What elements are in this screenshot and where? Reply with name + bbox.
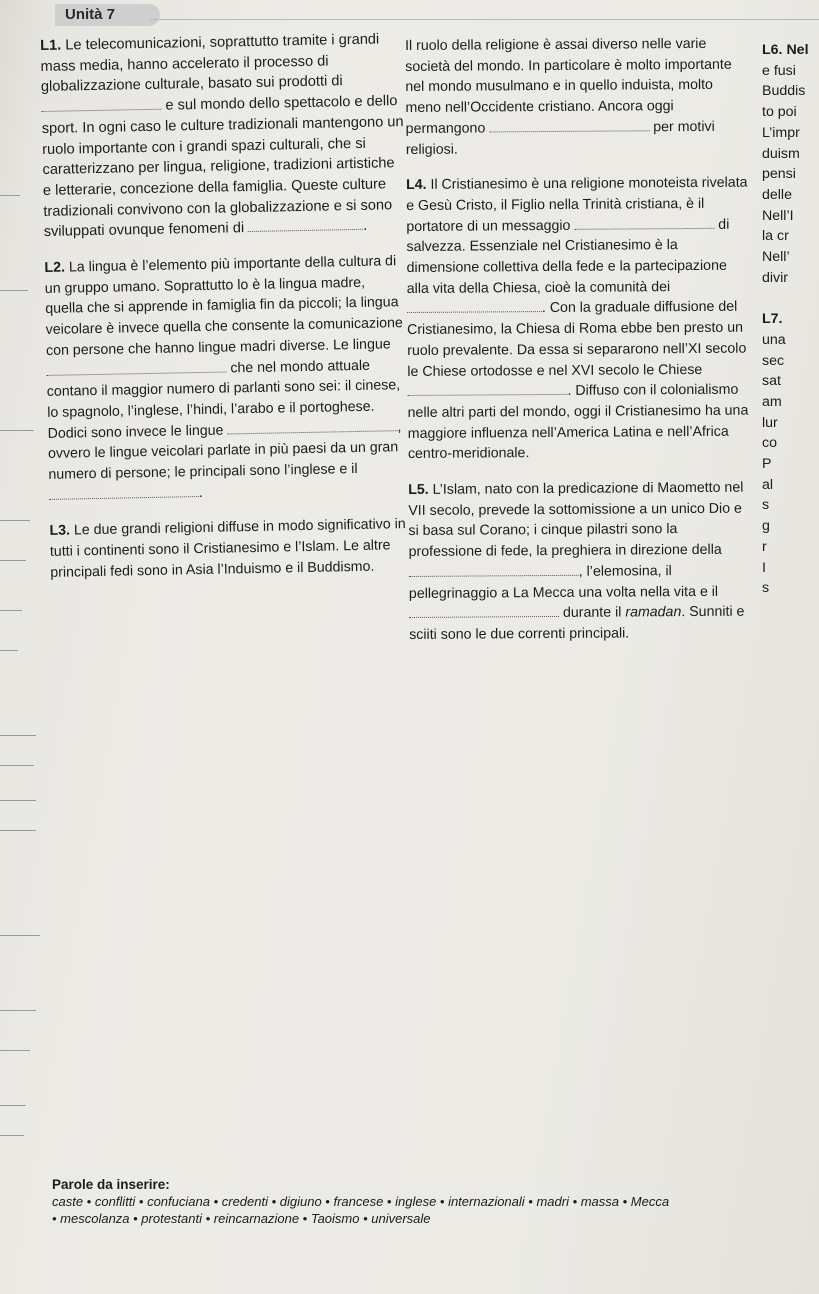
right-column-line: L’impr: [762, 124, 800, 141]
column-middle: [405, 34, 754, 646]
unit-label: Unità 7: [55, 4, 160, 26]
blank-5[interactable]: [49, 483, 199, 500]
label-l1: L1.: [40, 37, 62, 54]
right-column-line: L7.: [762, 311, 783, 328]
l2-text-a: La lingua è l’elemento più importante della cultura di un gruppo umano. Soprattutto lo è la lingua madre, quella che si apprende in famiglia fin da piccoli; la lingua veicolare è invece quella che consente la comunicazione con persone che hanno lingue madri diverse. Le lingue: [44, 253, 404, 359]
l1-text-b: e sul mondo dello spettacolo e dello sport. In ogni caso le culture tradizionali mantengono un ruolo importante con i grandi spazi culturali, che si caratterizzano per lingua, religione, tradizioni artistiche e letterarie, concezione della famiglia. Queste culture tradizionali convivono con la globalizzazione e si sono sviluppati ovunque fenomeni di: [41, 93, 404, 241]
blank-4[interactable]: [227, 417, 397, 434]
l5-text-b: , l’elemosina, il pellegrinaggio a La Mecca una volta nella vita e il: [408, 563, 719, 602]
column-right-cropped: [762, 40, 819, 599]
word-bank: [52, 1162, 812, 1227]
label-l2: L2.: [44, 259, 66, 276]
right-column-line: g: [762, 518, 770, 535]
l5-ramadan: ramadan: [625, 604, 682, 621]
right-column-line: r: [762, 538, 767, 555]
right-column-line: pensi: [762, 166, 796, 183]
right-column-line: Nell’I: [762, 207, 794, 224]
right-column-line: Buddis: [762, 83, 806, 100]
l5-text-c: durante il: [562, 604, 622, 622]
label-l3: L3.: [49, 522, 71, 540]
right-column-line: lur: [762, 414, 778, 431]
label-l4: L4.: [405, 177, 427, 194]
blank-2[interactable]: [248, 216, 363, 232]
paragraph-l5: [408, 478, 754, 646]
right-column-line: la cr: [762, 228, 789, 245]
right-column-line: delle: [762, 186, 792, 203]
right-column-line: to poi: [762, 104, 797, 121]
blank-6[interactable]: [489, 117, 649, 132]
column-left: [40, 29, 412, 583]
blank-10[interactable]: [409, 562, 579, 577]
paragraph-l4: [406, 173, 753, 465]
right-column-line: duism: [762, 145, 800, 162]
left-margin-edge: [0, 0, 40, 1294]
l2-text-b: che nel mondo attuale contano il maggior numero di parlanti sono sei: il cinese, lo spagnolo, l’inglese, l’hindi, l’arabo e il portoghese. Dodici sono invece le lingue: [46, 357, 401, 442]
paragraph-l3: [49, 514, 412, 583]
blank-9[interactable]: [407, 381, 567, 396]
right-column-line: una: [762, 331, 786, 348]
l1-text-a: Le telecomunicazioni, soprattutto tramite i grandi mass media, hanno accelerato il processo di globalizzazione culturale, basato sui prodotti di: [40, 31, 380, 96]
right-column-line: divir: [762, 269, 789, 286]
right-column-line: am: [762, 393, 782, 410]
l5-text-d: . Sunniti e sciiti sono le due correnti principali.: [409, 603, 745, 643]
right-column-line: Nell’: [762, 249, 790, 266]
right-column-line: s: [762, 580, 770, 597]
right-column-line: e fusi: [762, 62, 796, 79]
header-rule: [150, 19, 819, 20]
right-column-line: sat: [762, 373, 781, 390]
l3-text: Le due grandi religioni diffuse in modo significativo in tutti i continenti sono il Cristianesimo e l’Islam. Le altre principali fedi sono in Asia l’Induismo e il Buddismo.: [49, 516, 406, 581]
l2-text-c: , ovvero le lingue veicolari parlate in più paesi da un gran numero di persone; le principali sono l’inglese e il: [47, 418, 402, 483]
label-l5: L5.: [408, 481, 429, 499]
blank-8[interactable]: [407, 298, 542, 313]
word-bank-title: Parole da inserire:: [52, 1177, 170, 1192]
right-column-line: al: [762, 476, 774, 493]
word-bank-line-1: caste • conflitti • confuciana • credenti • digiuno • francese • inglese • internazionali • madri • massa • Mecca: [52, 1194, 670, 1209]
l1-cont-text-b: per motivi religiosi.: [405, 118, 715, 158]
right-column-line: I: [762, 559, 766, 576]
paragraph-l1-continued: [405, 34, 751, 161]
l4-text-a: Il Cristianesimo è una religione monoteista rivelata e Gesù Cristo, il Figlio nella Trinità cristiana, è il portatore di un messaggio: [406, 174, 748, 235]
l4-text-c: . Con la graduale diffusione del Cristianesimo, la Chiesa di Roma ebbe ben presto un ruolo prevalente. Da essa si separarono nell’XI secolo le Chiese ortodosse e nel XVI secolo le Chiese: [406, 299, 747, 380]
blank-1[interactable]: [41, 96, 161, 112]
l2-end: .: [198, 484, 203, 501]
paragraph-l1: [40, 29, 406, 243]
right-column-line: co: [762, 435, 777, 452]
blank-7[interactable]: [574, 214, 714, 229]
right-column-line: P: [762, 456, 772, 473]
word-bank-line-2: • mescolanza • protestanti • reincarnazione • Taoismo • universale: [52, 1211, 431, 1226]
right-column-line: sec: [762, 352, 785, 369]
right-column-line: [762, 288, 819, 309]
blank-11[interactable]: [409, 603, 559, 618]
right-column-line: s: [762, 497, 770, 514]
l5-text-a: L’Islam, nato con la predicazione di Maometto nel VII secolo, prevede la sottomissione a un unico Dio e si basa sul Corano; i cinque pilastri sono la professione di fede, la preghiera in direzione della: [408, 479, 744, 561]
l4-text-b: di salvezza. Essenziale nel Cristianesimo è la dimensione collettiva della fede e la partecipazione alla vita della Chiesa, cioè la comunità dei: [406, 216, 730, 297]
l1-end: .: [363, 218, 368, 235]
paragraph-l2: [44, 251, 411, 506]
l1-cont-text-a: Il ruolo della religione è assai diverso nelle varie società del mondo. In particolare è molto importante nel mondo musulmano e in quello induista, molto meno nell’Occidente cristiano. Ancora oggi permangono: [405, 35, 732, 137]
right-column-line: L6. Nel: [762, 42, 809, 58]
l4-text-d: . Diffuso con il colonialismo nelle altri parti del mondo, oggi il Cristianesimo ha una maggiore influenza nell’America Latina e nell’Africa centro-meridionale.: [407, 381, 749, 463]
blank-3[interactable]: [46, 358, 226, 375]
